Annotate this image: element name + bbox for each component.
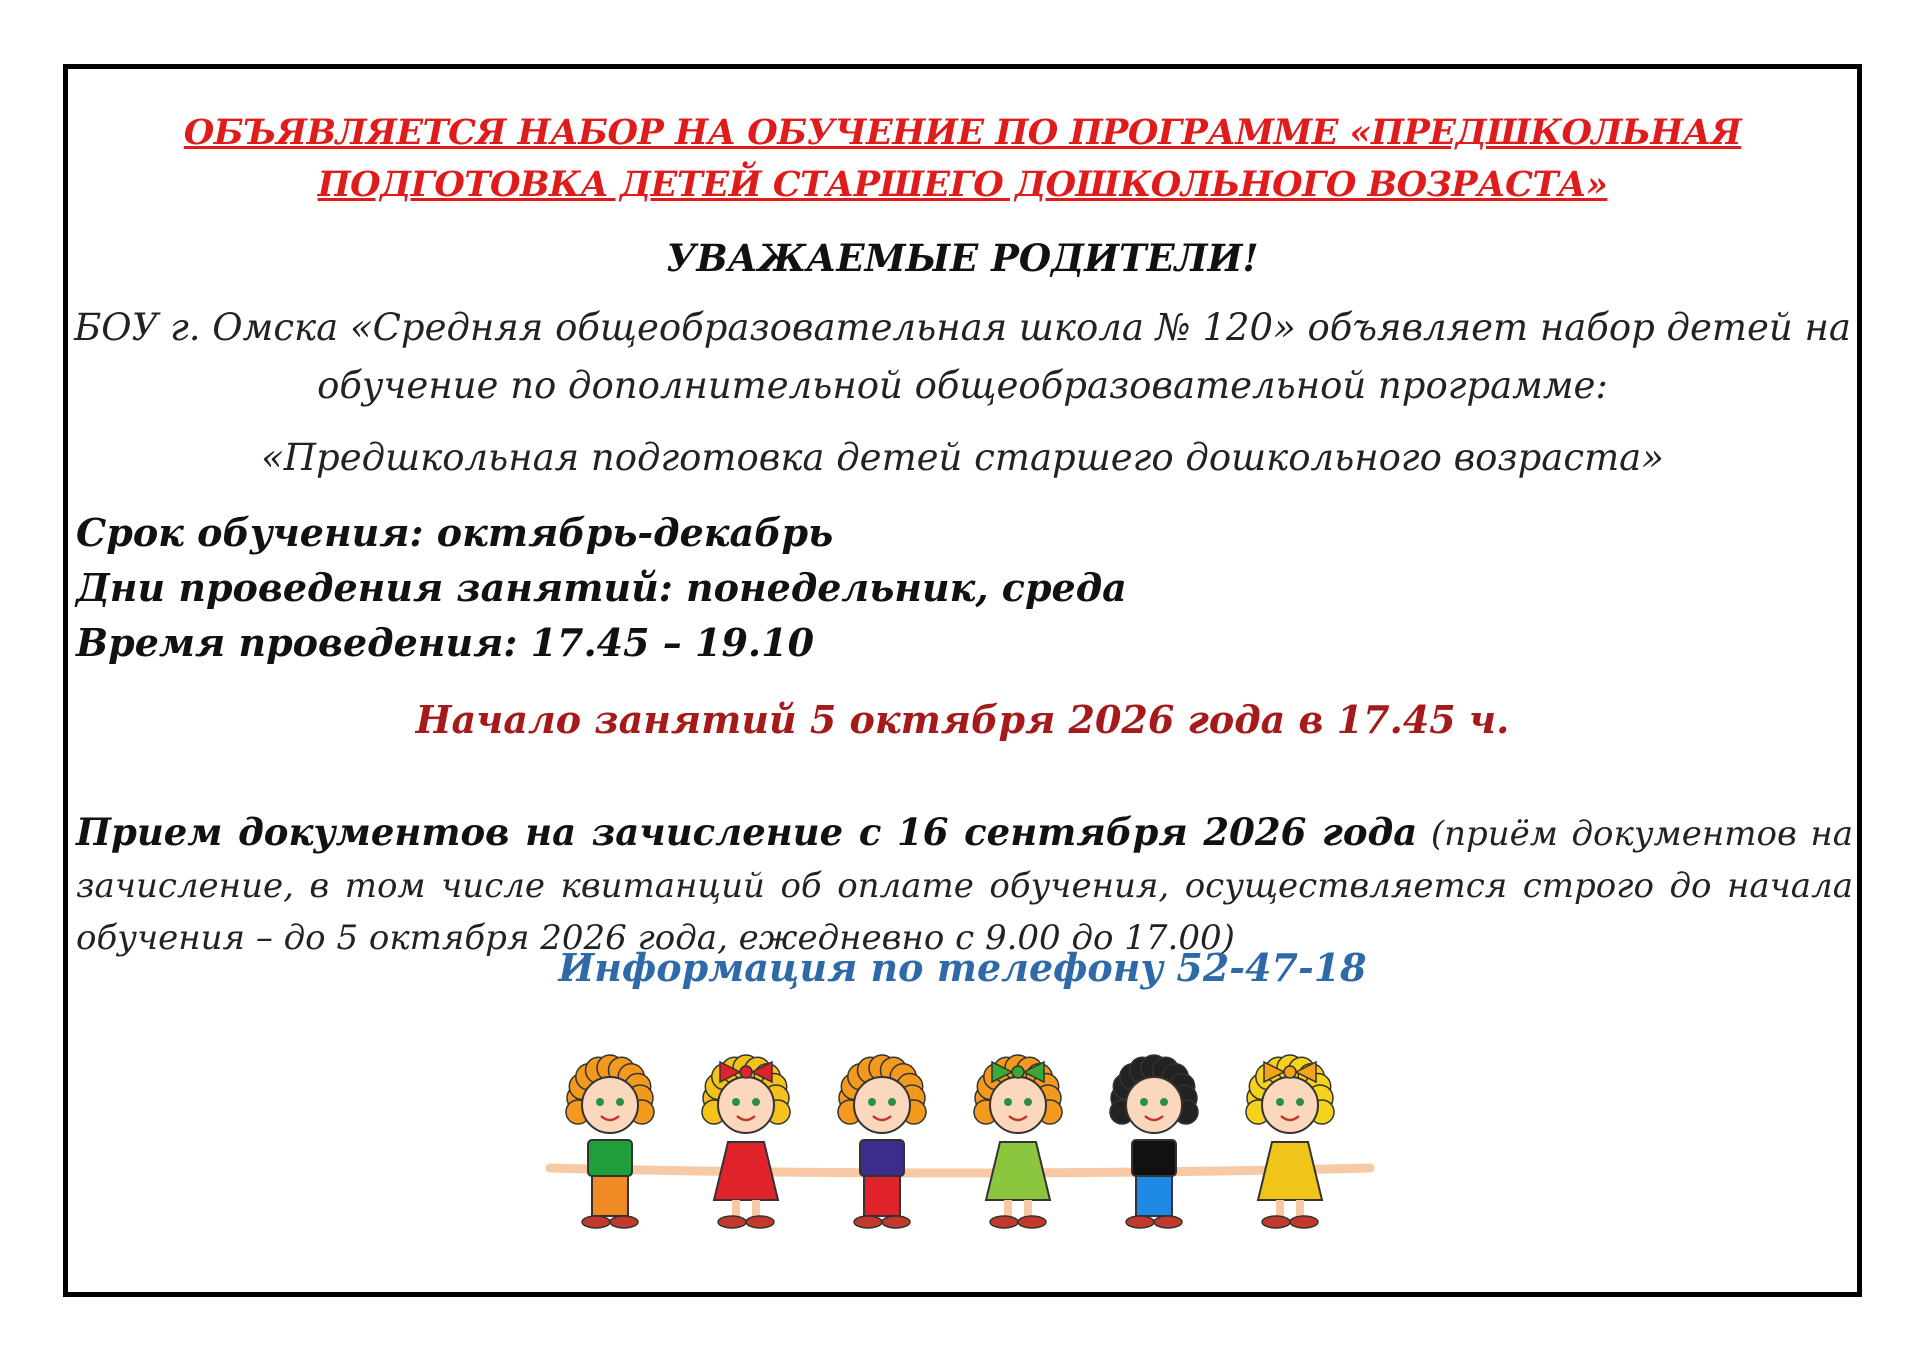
children-holding-hands-illustration bbox=[540, 1050, 1380, 1240]
reception-note: (приём документов на зачисление, в том числе квитанций об оплате обучения, осуществляется строго до начала обучения – до 5 октября 2026 года, ежедневно с 9.00 до 17.00) bbox=[76, 814, 1853, 958]
child-figure bbox=[566, 1055, 654, 1228]
child-face bbox=[1262, 1077, 1318, 1133]
reception-paragraph bbox=[76, 806, 1853, 964]
days-line: Дни проведения занятий: понедельник, среда bbox=[76, 565, 1127, 610]
child-face bbox=[990, 1077, 1046, 1133]
time-line: Время проведения: 17.45 – 19.10 bbox=[76, 620, 815, 665]
intro-line2: обучение по дополнительной общеобразовательной программе: bbox=[317, 364, 1608, 407]
announcement-title-line1: ОБЪЯВЛЯЕТСЯ НАБОР НА ОБУЧЕНИЕ ПО ПРОГРАММЕ «ПРЕДШКОЛЬНАЯ bbox=[183, 112, 1742, 153]
child-face bbox=[718, 1077, 774, 1133]
child-face bbox=[1126, 1077, 1182, 1133]
child-figure bbox=[1110, 1055, 1198, 1228]
duration-line: Срок обучения: октябрь-декабрь bbox=[76, 510, 834, 555]
greeting: УВАЖАЕМЫЕ РОДИТЕЛИ! bbox=[666, 236, 1259, 280]
child-figure bbox=[702, 1055, 790, 1228]
child-figure bbox=[974, 1055, 1062, 1228]
announcement-title-line2: ПОДГОТОВКА ДЕТЕЙ СТАРШЕГО ДОШКОЛЬНОГО ВОЗРАСТА» bbox=[317, 164, 1608, 205]
reception-lead: Прием документов на зачисление с 16 сентября 2026 года bbox=[76, 810, 1418, 854]
intro-line1: БОУ г. Омска «Средняя общеобразовательная школа № 120» объявляет набор детей на bbox=[74, 306, 1851, 349]
holding-hands-arms bbox=[550, 1168, 1370, 1173]
start-notice: Начало занятий 5 октября 2026 года в 17.45 ч. bbox=[415, 697, 1510, 742]
child-face bbox=[854, 1077, 910, 1133]
child-figure bbox=[838, 1055, 926, 1228]
child-face bbox=[582, 1077, 638, 1133]
phone-info: Информация по телефону 52-47-18 bbox=[558, 945, 1367, 990]
child-figure bbox=[1246, 1055, 1334, 1228]
program-name: «Предшкольная подготовка детей старшего дошкольного возраста» bbox=[261, 436, 1664, 479]
